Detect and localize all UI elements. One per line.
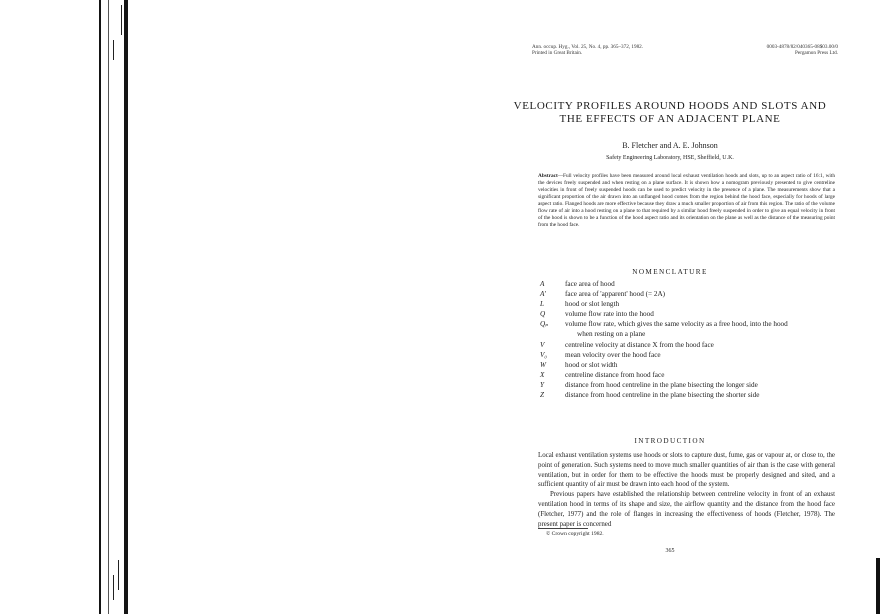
nomenclature-symbol: Z bbox=[540, 391, 544, 400]
nomenclature-definition: centreline distance from hood face bbox=[565, 370, 665, 379]
nomenclature-definition: mean velocity over the hood face bbox=[565, 350, 661, 359]
nomenclature-definition: centreline velocity at distance X from the hood face bbox=[565, 340, 714, 349]
introduction-paragraph: Local exhaust ventilation systems use hoods or slots to capture dust, fume, gas or vapour at, or close to, the point of generation. Such systems need to move much smaller quantities of air than is the case with general ventilation, but in order for them to be effective the hoods must be properly designed and sited, and a sufficient quantity of air must be drawn into each hood of the system. bbox=[538, 452, 835, 489]
nomenclature-item bbox=[540, 289, 840, 299]
nomenclature-symbol bbox=[540, 329, 565, 339]
nomenclature-item bbox=[540, 390, 840, 400]
nomenclature-symbol: A bbox=[540, 280, 545, 288]
binding-edge-line bbox=[108, 0, 109, 614]
nomenclature-item bbox=[540, 380, 840, 390]
nomenclature-item bbox=[540, 340, 840, 350]
issn-line: 0003-4878/82/040365-08$03.00/0 bbox=[766, 44, 838, 50]
nomenclature-definition: volume flow rate into the hood bbox=[565, 310, 654, 319]
nomenclature-item bbox=[540, 350, 840, 360]
footnote-rule bbox=[538, 528, 588, 529]
nomenclature-symbol: W bbox=[540, 360, 546, 369]
nomenclature-symbol: X bbox=[540, 370, 545, 379]
nomenclature-symbol: Y bbox=[540, 380, 544, 389]
nomenclature-heading: NOMENCLATURE bbox=[632, 268, 708, 276]
nomenclature-symbol: Qₚ bbox=[540, 320, 549, 329]
nomenclature-definition: hood or slot width bbox=[565, 360, 618, 369]
nomenclature-item bbox=[540, 309, 840, 319]
nomenclature-definition: volume flow rate, which gives the same velocity as a free hood, into the hood bbox=[565, 320, 788, 329]
nomenclature-definition: face area of 'apparent' hood (= 2A) bbox=[565, 290, 666, 299]
nomenclature-item bbox=[540, 370, 840, 380]
abstract-text: —Full velocity profiles have been measured around local exhaust ventilation hoods and slots, up to an aspect ratio of 16:1, with the devices freely suspended and when resting on a plane surface. It is shown how a nomogram previously presented to give centreline velocities in front of freely suspended hoods can be used to predict velocity in the presence of a plane. The measurements show that a significant proportion of the air drawn into an unflanged hood comes from the region behind the hood face, especially for hoods of large aspect ratio. Flanged hoods are more effective because they draw a much smaller proportion of air from this region. The ratio of the volume flow rate of air into a hood resting on a plane to that required by a similar hood freely suspended in order to give an equal velocity in front of the hood is shown to be a function of the hood aspect ratio and its orientation on the plane as well as the distance of the measuring point from the hood face. bbox=[538, 173, 835, 228]
binding-edge-mark bbox=[113, 40, 114, 60]
journal-citation-line: Ann. occup. Hyg., Vol. 25, No. 4, pp. 365–372, 1982. bbox=[532, 44, 644, 50]
nomenclature-item bbox=[540, 329, 840, 339]
nomenclature-item bbox=[540, 279, 840, 289]
nomenclature-definition: when resting on a plane bbox=[577, 330, 646, 339]
nomenclature-definition: face area of hood bbox=[565, 280, 615, 288]
nomenclature-definition: distance from hood centreline in the plane bisecting the shorter side bbox=[565, 391, 760, 400]
authors: B. Fletcher and A. E. Johnson bbox=[622, 141, 718, 150]
nomenclature-definition: hood or slot length bbox=[565, 300, 620, 309]
article-title-line: VELOCITY PROFILES AROUND HOODS AND SLOTS AND bbox=[513, 100, 827, 112]
nomenclature-symbol: Q bbox=[540, 310, 546, 319]
nomenclature-item bbox=[540, 319, 840, 329]
binding-edge-mark bbox=[121, 5, 122, 35]
printed-in-line: Printed in Great Britain. bbox=[532, 50, 583, 56]
nomenclature-list bbox=[540, 279, 840, 400]
article-title bbox=[500, 100, 840, 126]
copyright-footnote: © Crown copyright 1982. bbox=[546, 531, 604, 537]
introduction-heading: INTRODUCTION bbox=[634, 437, 706, 445]
journal-citation bbox=[532, 44, 643, 56]
introduction-body bbox=[538, 451, 835, 529]
nomenclature-symbol: V bbox=[540, 340, 545, 349]
scan-edge-artifact bbox=[876, 558, 880, 614]
introduction-paragraph: Previous papers have established the relationship between centreline velocity in front of an exhaust ventilation hood in terms of its shape and size, the airflow quantity and the distance from the hood face (Fletcher, 1977) and the role of flanges in increasing the effectiveness of hoods (Fletcher, 1978). The present paper is concerned bbox=[538, 491, 835, 528]
nomenclature-symbol: A′ bbox=[540, 290, 546, 299]
abstract bbox=[538, 173, 835, 229]
article-title-line: THE EFFECTS OF AN ADJACENT PLANE bbox=[559, 113, 781, 125]
binding-edge-line bbox=[124, 0, 128, 614]
publisher-line: Pergamon Press Ltd. bbox=[795, 50, 838, 56]
nomenclature-definition: distance from hood centreline in the plane bisecting the longer side bbox=[565, 380, 758, 389]
affiliation: Safety Engineering Laboratory, HSE, Sheffield, U.K. bbox=[606, 155, 734, 161]
binding-edge-line bbox=[99, 0, 101, 614]
nomenclature-item bbox=[540, 299, 840, 309]
binding-edge-mark bbox=[118, 560, 119, 590]
nomenclature-symbol: L bbox=[540, 300, 544, 309]
binding-edge-mark bbox=[113, 575, 114, 600]
nomenclature-item bbox=[540, 360, 840, 370]
publisher-info bbox=[767, 44, 838, 56]
nomenclature-symbol: V₀ bbox=[540, 350, 547, 359]
page-number: 365 bbox=[665, 548, 675, 554]
abstract-label: Abstract bbox=[538, 173, 558, 179]
